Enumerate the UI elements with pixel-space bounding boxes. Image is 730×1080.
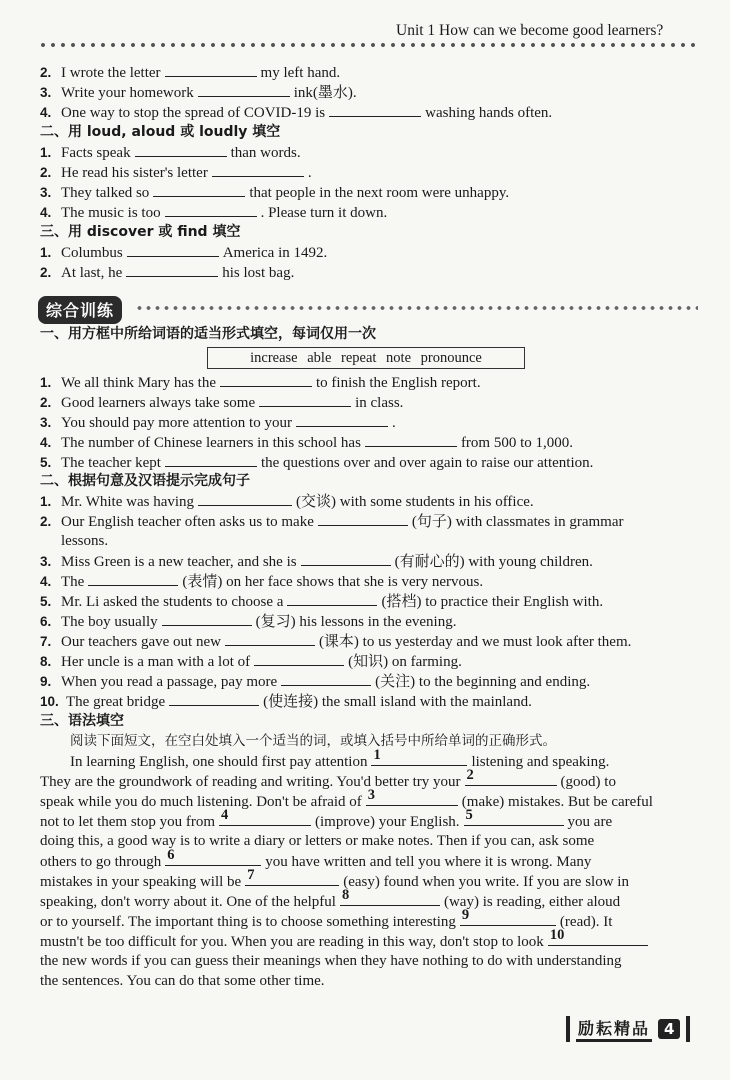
exercise-line xyxy=(40,372,481,393)
item-text: Write your homework xyxy=(61,85,194,101)
comprehensive-training-banner: 综合训练 xyxy=(38,296,122,324)
item-text: The number of Chinese learners in this school has xyxy=(61,435,361,451)
exercise-line xyxy=(40,82,357,103)
passage-line: the new words if you can guess their meanings when they have nothing to do with understanding xyxy=(40,953,622,969)
item-text: washing hands often. xyxy=(425,105,553,121)
item-text: Miss Green is a new teacher, and she is xyxy=(61,554,297,570)
word-box: increase able repeat note pronounce xyxy=(207,347,525,369)
answer-blank[interactable] xyxy=(365,432,457,447)
exercise-line xyxy=(40,162,312,183)
item-text: . xyxy=(307,165,312,181)
exercise-line xyxy=(40,551,593,572)
item-text: to finish the English report. xyxy=(316,375,481,391)
answer-blank[interactable] xyxy=(254,651,344,666)
item-number: 10. xyxy=(40,694,59,709)
exercise-line xyxy=(40,432,573,453)
item-text: One way to stop the spread of COVID-19 is xyxy=(61,105,326,121)
item-text: He read his sister's letter xyxy=(61,165,208,181)
item-number: 2. xyxy=(40,65,52,80)
cloze-blank[interactable]: 9 xyxy=(460,911,556,926)
answer-blank[interactable] xyxy=(169,691,259,706)
item-number: 6. xyxy=(40,614,52,629)
answer-blank[interactable] xyxy=(296,412,388,427)
exercise-line xyxy=(40,651,462,672)
exercise-line xyxy=(40,262,294,283)
item-number: 2. xyxy=(40,265,52,280)
item-number: 3. xyxy=(40,185,52,200)
cloze-blank[interactable]: 6 xyxy=(165,851,261,866)
item-text: Columbus xyxy=(61,245,123,261)
item-text: The great bridge xyxy=(66,694,166,710)
passage-line: mustn't be too difficult for you. When you are reading in this way, don't stop to look 10 xyxy=(40,931,695,951)
item-text: You should pay more attention to your xyxy=(61,415,292,431)
item-number: 2. xyxy=(40,165,52,180)
item-number: 1. xyxy=(40,245,52,260)
item-text: I wrote the letter xyxy=(61,65,161,81)
exercise-line xyxy=(40,62,340,83)
exercise-line xyxy=(40,452,593,473)
cloze-blank[interactable]: 7 xyxy=(245,871,339,886)
item-text: Mr. Li asked the students to choose a xyxy=(61,594,284,610)
item-text: in class. xyxy=(355,395,404,411)
item-text: The xyxy=(61,574,85,590)
item-text: (句子) with classmates in grammar xyxy=(411,514,624,530)
item-text: (交谈) with some students in his office. xyxy=(296,494,534,510)
item-text: (复习) his lessons in the evening. xyxy=(255,614,457,630)
item-text: the questions over and over again to raise our attention. xyxy=(260,455,594,471)
item-text: The boy usually xyxy=(61,614,158,630)
exercise-line xyxy=(40,591,603,612)
exercise-line xyxy=(40,611,456,632)
item-text: lessons. xyxy=(61,533,109,549)
answer-blank[interactable] xyxy=(318,511,408,526)
exercise-line xyxy=(40,202,387,223)
item-text: Our English teacher often asks us to make xyxy=(61,514,314,530)
item-text: from 500 to 1,000. xyxy=(460,435,574,451)
unit-header: Unit 1 How can we become good learners? xyxy=(396,22,664,39)
section-heading: 一、用方框中所给词语的适当形式填空，每词仅用一次 xyxy=(40,326,376,342)
item-text: that people in the next room were unhappy. xyxy=(249,185,510,201)
item-number: 3. xyxy=(40,85,52,100)
passage-line: They are the groundwork of reading and writing. You'd better try your 2 (good) to xyxy=(40,767,616,790)
answer-blank[interactable] xyxy=(127,242,219,257)
footer-bar xyxy=(686,1016,690,1042)
item-text: The teacher kept xyxy=(61,455,161,471)
answer-blank[interactable] xyxy=(165,202,257,217)
section-heading: 二、根据句意及汉语提示完成句子 xyxy=(40,473,250,489)
item-text: ink(墨水). xyxy=(293,85,357,101)
exercise-line xyxy=(40,242,327,263)
item-number: 5. xyxy=(40,594,52,609)
passage-line: In learning English, one should first pay attention 1 listening and speaking. xyxy=(70,747,610,770)
passage-line: or to yourself. The important thing is to choose something interesting 9 (read). It xyxy=(40,907,613,930)
item-text: (有耐心的) with young children. xyxy=(394,554,593,570)
exercise-line xyxy=(40,511,623,532)
exercise-line xyxy=(40,671,590,692)
item-text: my left hand. xyxy=(260,65,341,81)
section-heading: 二、用 loud, aloud 或 loudly 填空 xyxy=(40,124,281,140)
item-text: . xyxy=(391,415,396,431)
header-dotted-rule xyxy=(38,40,698,50)
item-text: At last, he xyxy=(61,265,123,281)
exercise-line xyxy=(40,102,552,123)
item-text: Good learners always take some xyxy=(61,395,256,411)
answer-blank[interactable] xyxy=(329,102,421,117)
section-heading: 三、语法填空 xyxy=(40,713,124,729)
item-text: America in 1492. xyxy=(222,245,328,261)
item-number: 4. xyxy=(40,574,52,589)
cloze-passage xyxy=(40,747,695,991)
item-number: 1. xyxy=(40,494,52,509)
answer-blank[interactable] xyxy=(165,452,257,467)
item-number: 4. xyxy=(40,105,52,120)
item-number: 3. xyxy=(40,415,52,430)
answer-blank[interactable] xyxy=(162,611,252,626)
exercise-line xyxy=(40,691,532,712)
item-text: We all think Mary has the xyxy=(61,375,217,391)
item-text: (课本) to us yesterday and we must look after them. xyxy=(318,634,632,650)
answer-blank[interactable] xyxy=(135,142,227,157)
item-text: (关注) to the beginning and ending. xyxy=(375,674,591,690)
exercise-line xyxy=(40,412,396,433)
instruction-text: 阅读下面短文，在空白处填入一个适当的词，或填入括号中所给单词的正确形式。 xyxy=(70,733,556,749)
answer-blank[interactable] xyxy=(212,162,304,177)
page-number: 4 xyxy=(658,1019,680,1039)
exercise-line xyxy=(40,631,631,652)
item-text: Facts speak xyxy=(61,145,131,161)
answer-blank[interactable] xyxy=(153,182,245,197)
section-heading: 三、用 discover 或 find 填空 xyxy=(40,224,241,240)
exercise-line xyxy=(40,491,534,512)
item-number: 1. xyxy=(40,375,52,390)
answer-blank[interactable] xyxy=(259,392,351,407)
cloze-blank[interactable]: 5 xyxy=(464,811,564,826)
brand-label: 励耘精品 xyxy=(576,1016,652,1042)
page-footer xyxy=(566,1015,690,1043)
item-number: 7. xyxy=(40,634,52,649)
item-text: (知识) on farming. xyxy=(348,654,462,670)
cloze-blank[interactable]: 2 xyxy=(465,771,557,786)
exercise-line xyxy=(40,571,483,592)
item-text: his lost bag. xyxy=(222,265,295,281)
answer-blank[interactable] xyxy=(287,591,377,606)
banner-dotted-rule xyxy=(135,303,698,313)
passage-line: others to go through 6 you have written and tell you where it is wrong. Many xyxy=(40,847,592,870)
item-text: (表情) on her face shows that she is very nervous. xyxy=(182,574,484,590)
item-number: 2. xyxy=(40,514,52,529)
cloze-blank[interactable]: 10 xyxy=(548,931,648,946)
item-number: 5. xyxy=(40,455,52,470)
answer-blank[interactable] xyxy=(88,571,178,586)
exercise-line xyxy=(40,392,403,413)
answer-blank[interactable] xyxy=(301,551,391,566)
passage-line: doing this, a good way is to write a diary or letters or make notes. Then if you can, ask some xyxy=(40,833,595,849)
answer-blank[interactable] xyxy=(220,372,312,387)
footer-bar xyxy=(566,1016,570,1042)
cloze-blank[interactable]: 4 xyxy=(219,811,311,826)
answer-blank[interactable] xyxy=(225,631,315,646)
passage-line: the sentences. You can do that some other time. xyxy=(40,973,325,989)
item-number: 1. xyxy=(40,145,52,160)
answer-blank[interactable] xyxy=(126,262,218,277)
item-text: (搭档) to practice their English with. xyxy=(381,594,604,610)
item-number: 3. xyxy=(40,554,52,569)
item-number: 8. xyxy=(40,654,52,669)
passage-line: speaking, don't worry about it. One of the helpful 8 (way) is reading, either aloud xyxy=(40,887,621,910)
answer-blank[interactable] xyxy=(198,491,292,506)
item-text: Our teachers gave out new xyxy=(61,634,221,650)
cloze-blank[interactable]: 3 xyxy=(366,791,458,806)
item-number: 9. xyxy=(40,674,52,689)
answer-blank[interactable] xyxy=(281,671,371,686)
item-text: The music is too xyxy=(61,205,161,221)
item-number: 4. xyxy=(40,205,52,220)
item-text: (使连接) the small island with the mainland. xyxy=(263,694,532,710)
answer-blank[interactable] xyxy=(165,62,257,77)
passage-line: not to let them stop you from 4 (improve) your English. 5 you are xyxy=(40,807,613,830)
cloze-blank[interactable]: 1 xyxy=(371,751,467,766)
passage-line: mistakes in your speaking will be 7 (easy) found when you write. If you are slow in xyxy=(40,867,629,890)
exercise-line xyxy=(40,142,301,163)
item-text: Her uncle is a man with a lot of xyxy=(61,654,251,670)
item-text: When you read a passage, pay more xyxy=(61,674,278,690)
item-text: than words. xyxy=(230,145,301,161)
answer-blank[interactable] xyxy=(198,82,290,97)
exercise-line xyxy=(40,531,108,551)
item-text: . Please turn it down. xyxy=(260,205,388,221)
item-number: 4. xyxy=(40,435,52,450)
item-text: They talked so xyxy=(61,185,150,201)
cloze-blank[interactable]: 8 xyxy=(340,891,440,906)
item-number: 2. xyxy=(40,395,52,410)
passage-line: speak while you do much listening. Don't be afraid of 3 (make) mistakes. But be careful xyxy=(40,787,653,810)
item-text: Mr. White was having xyxy=(61,494,195,510)
exercise-line xyxy=(40,182,509,203)
